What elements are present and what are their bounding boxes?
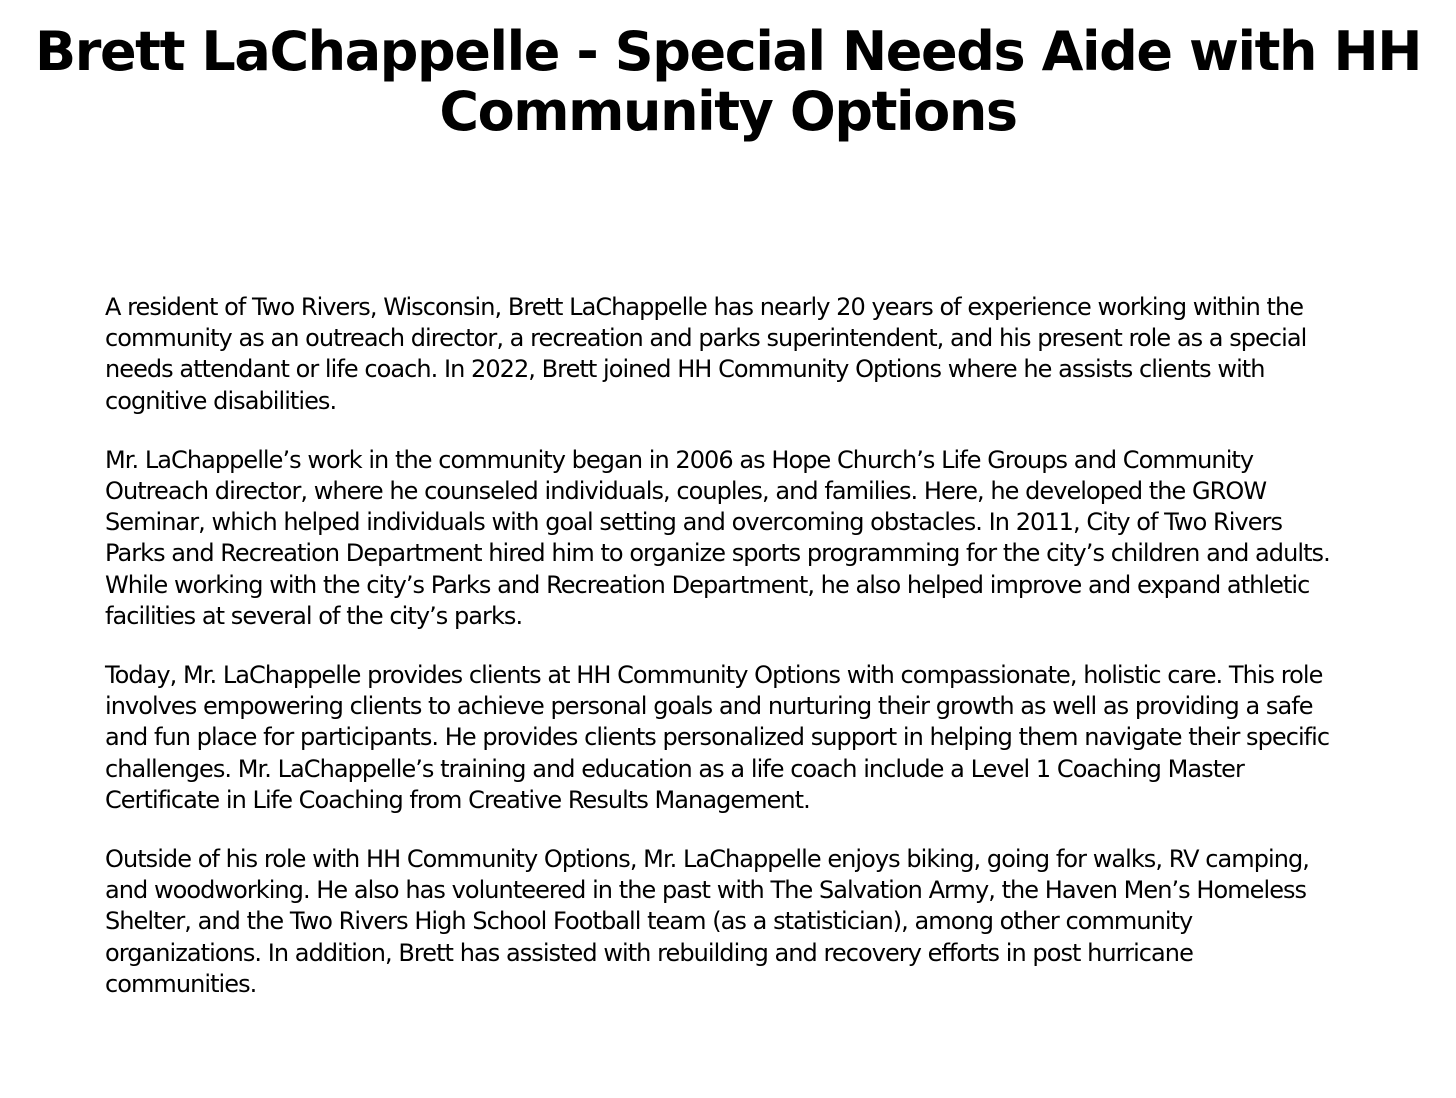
- article-paragraph-3: Today, Mr. LaChappelle provides clients at HH Community Options with compassionate, holistic care. This role involves empowering clients to achieve personal goals and nurturing their growth as well as providing a safe and fun place for participants. He provides clients personalized support in helping them navigate their specific challenges. Mr. LaChappelle’s training and education as a life coach include a Level 1 Coaching Master Certificate in Life Coaching from Creative Results Management.: [105, 661, 1330, 814]
- article-paragraph-2: Mr. LaChappelle’s work in the community began in 2006 as Hope Church’s Life Groups and Community Outreach director, where he counseled individuals, couples, and families. Here, he developed the GROW Seminar, which helped individuals with goal setting and overcoming obstacles. In 2011, City of Two Rivers Parks and Recreation Department hired him to organize sports programming for the city’s children and adults. While working with the city’s Parks and Recreation Department, he also helped improve and expand athletic facilities at several of the city’s parks.: [105, 445, 1330, 630]
- article-body: [105, 292, 1345, 1000]
- article-paragraph-1: A resident of Two Rivers, Wisconsin, Brett LaChappelle has nearly 20 years of experience working within the community as an outreach director, a recreation and parks superintendent, and his present role as a special needs attendant or life coach. In 2022, Brett joined HH Community Options where he assists clients with cognitive disabilities.: [105, 293, 1307, 415]
- page-title: Brett LaChappelle - Special Needs Aide with HH Community Options: [34, 20, 1422, 143]
- article-paragraph-4: Outside of his role with HH Community Options, Mr. LaChappelle enjoys biking, going for walks, RV camping, and woodworking. He also has volunteered in the past with The Salvation Army, the Haven Men’s Homeless Shelter, and the Two Rivers High School Football team (as a statistician), among other community organizations. In addition, Brett has assisted with rebuilding and recovery efforts in post hurricane communities.: [105, 845, 1309, 998]
